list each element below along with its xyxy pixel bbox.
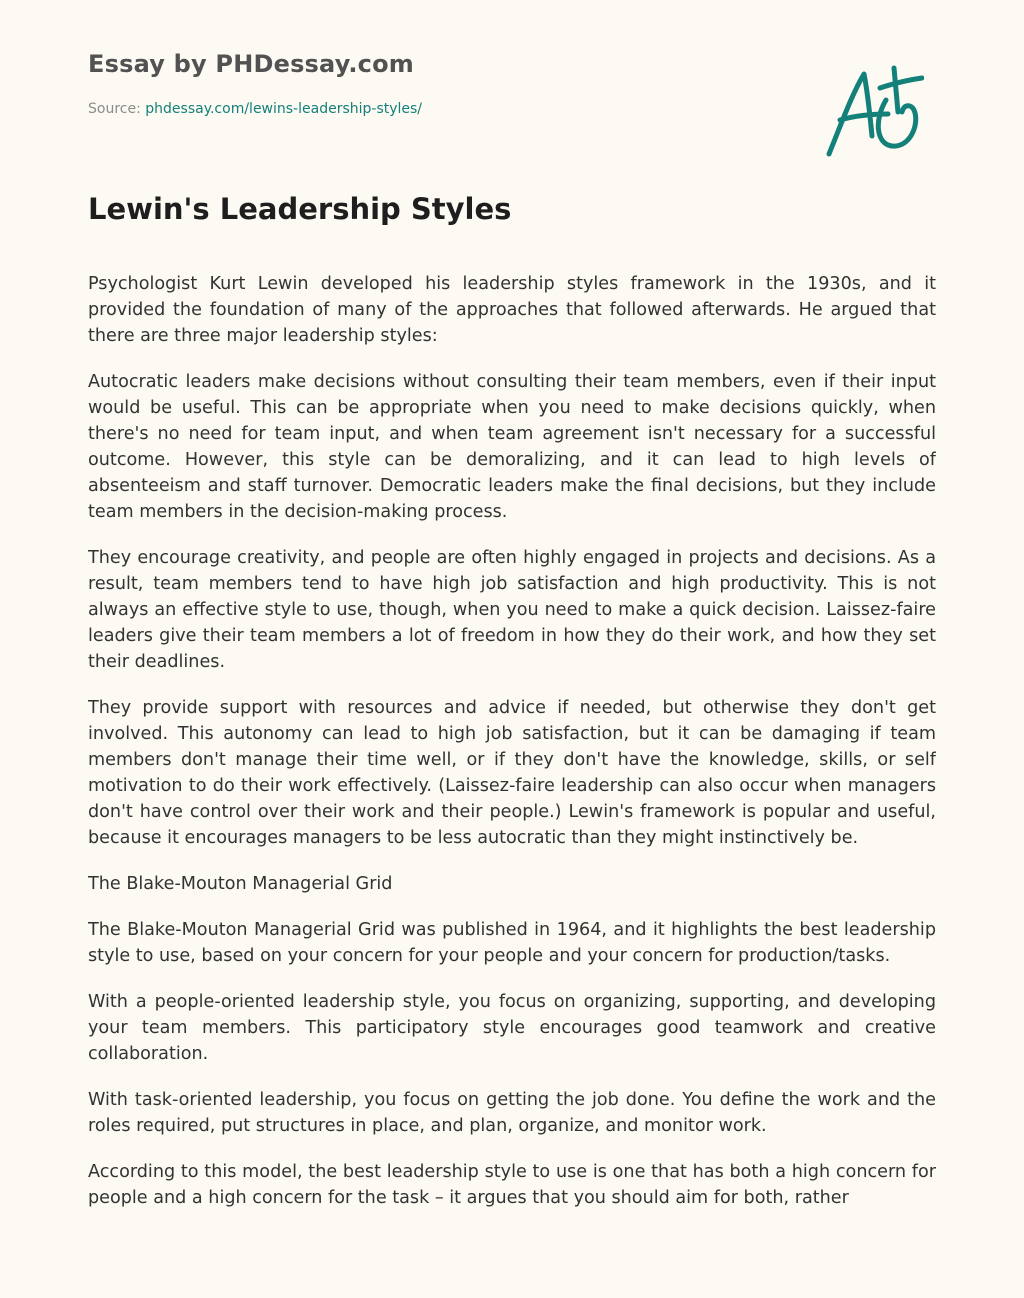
essay-paragraph: They provide support with resources and advice if needed, but otherwise they don't get involved. This autonomy can lead to high job satisfaction, but it can be damaging if team members don't manage their time well, or if they don't have the knowledge, skills, or self motivation to do their work effectively. (Laissez-faire leadership can also occur when managers don't have control over their work and their people.) Lewin's framework is popular and useful, because it encourages managers to be less autocratic than they might instinctively be.: [88, 698, 936, 848]
essay-paragraph: The Blake-Mouton Managerial Grid was published in 1964, and it highlights the best leadership style to use, based on your concern for your people and your concern for production/tasks.: [88, 920, 936, 966]
source-line: [88, 101, 422, 117]
essay-paragraph: With task-oriented leadership, you focus on getting the job done. You define the work and the roles required, put structures in place, and plan, organize, and monitor work.: [88, 1090, 936, 1136]
essay-body: [88, 271, 936, 1231]
essay-title: Lewin's Leadership Styles: [88, 192, 512, 226]
essay-paragraph: Autocratic leaders make decisions without consulting their team members, even if their input would be useful. This can be appropriate when you need to make decisions quickly, when there's no need for team input, and when team agreement isn't necessary for a successful outcome. However, this style can be demoralizing, and it can lead to high levels of absenteeism and staff turnover. Democratic leaders make the final decisions, but they include team members in the decision-making process.: [88, 372, 936, 522]
essay-paragraph: With a people-oriented leadership style, you focus on organizing, supporting, and developing your team members. This participatory style encourages good teamwork and creative collaboration.: [88, 992, 936, 1064]
essay-page: [88, 0, 936, 1298]
source-label: Source:: [88, 101, 146, 117]
site-brand: Essay by PHDessay.com: [88, 50, 414, 78]
essay-paragraph: According to this model, the best leadership style to use is one that has both a high concern for people and a high concern for the task – it argues that you should aim for both, rather: [88, 1162, 936, 1208]
source-link[interactable]: phdessay.com/lewins-leadership-styles/: [145, 101, 423, 117]
essay-paragraph: They encourage creativity, and people are often highly engaged in projects and decisions. As a result, team members tend to have high job satisfaction and high productivity. This is not always an effective style to use, though, when you need to make a quick decision. Laissez-faire leaders give their team members a lot of freedom in how they do their work, and how they set their deadlines.: [88, 548, 936, 672]
a-plus-grade-icon: [824, 64, 924, 160]
essay-paragraph: Psychologist Kurt Lewin developed his leadership styles framework in the 1930s, and it provided the foundation of many of the approaches that followed afterwards. He argued that there are three major leadership styles:: [88, 274, 936, 346]
section-subheading: The Blake-Mouton Managerial Grid: [88, 874, 393, 894]
